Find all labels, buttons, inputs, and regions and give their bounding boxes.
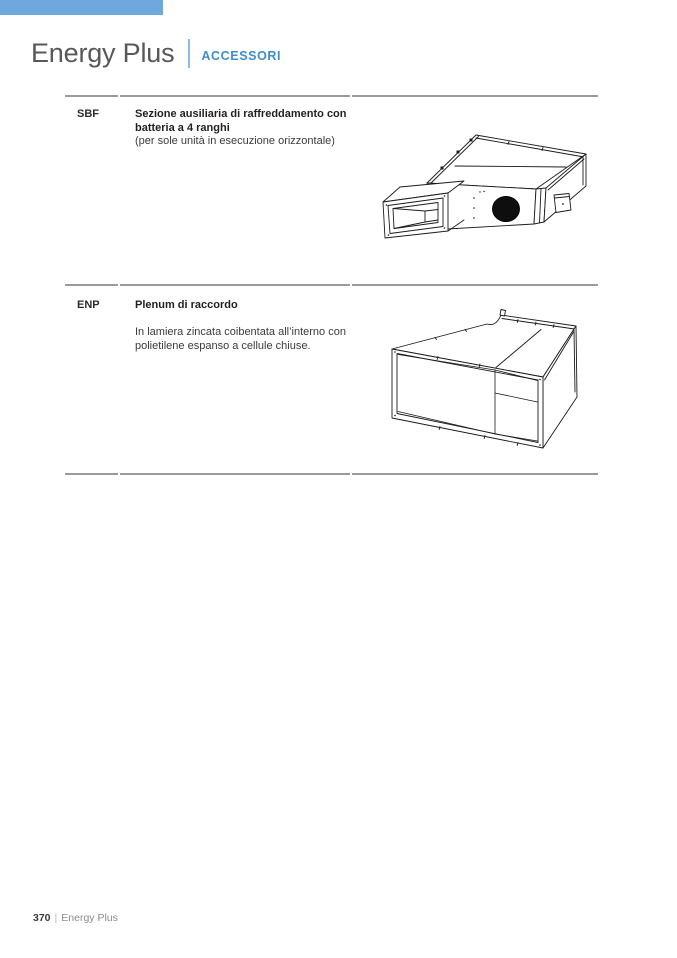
enp-description xyxy=(135,325,375,354)
sbf-title-line2: batteria a 4 ranghi xyxy=(135,121,230,134)
enp-connection-plenum-drawing xyxy=(380,300,600,460)
enp-description-line2: polietilene espanso a cellule chiuse. xyxy=(135,340,311,353)
page-number: 370 xyxy=(33,912,51,924)
enp-title: Plenum di raccordo xyxy=(135,299,238,311)
sbf-cooling-coil-section-drawing xyxy=(370,110,610,260)
sbf-note: (per sole unità in esecuzione orizzontale) xyxy=(135,135,335,148)
section-code-enp: ENP xyxy=(77,299,100,311)
section-description-sbf xyxy=(135,108,375,149)
enp-description-line1: In lamiera zincata coibentata all’interno con xyxy=(135,326,346,338)
header-divider xyxy=(188,39,190,68)
footer-book-title: Energy Plus xyxy=(61,912,118,924)
page-subtitle: ACCESSORI xyxy=(201,48,282,63)
section-rule-top xyxy=(65,95,598,97)
accent-top-bar xyxy=(0,0,163,15)
section-code-sbf: SBF xyxy=(77,108,99,120)
footer-separator: | xyxy=(54,912,58,924)
page-title: Energy Plus xyxy=(31,38,175,68)
section-rule-bottom xyxy=(65,473,598,475)
sbf-title-line1: Sezione ausiliaria di raffreddamento con xyxy=(135,108,347,120)
section-rule-middle xyxy=(65,284,598,286)
page-header xyxy=(31,38,281,68)
page-footer xyxy=(33,912,118,924)
